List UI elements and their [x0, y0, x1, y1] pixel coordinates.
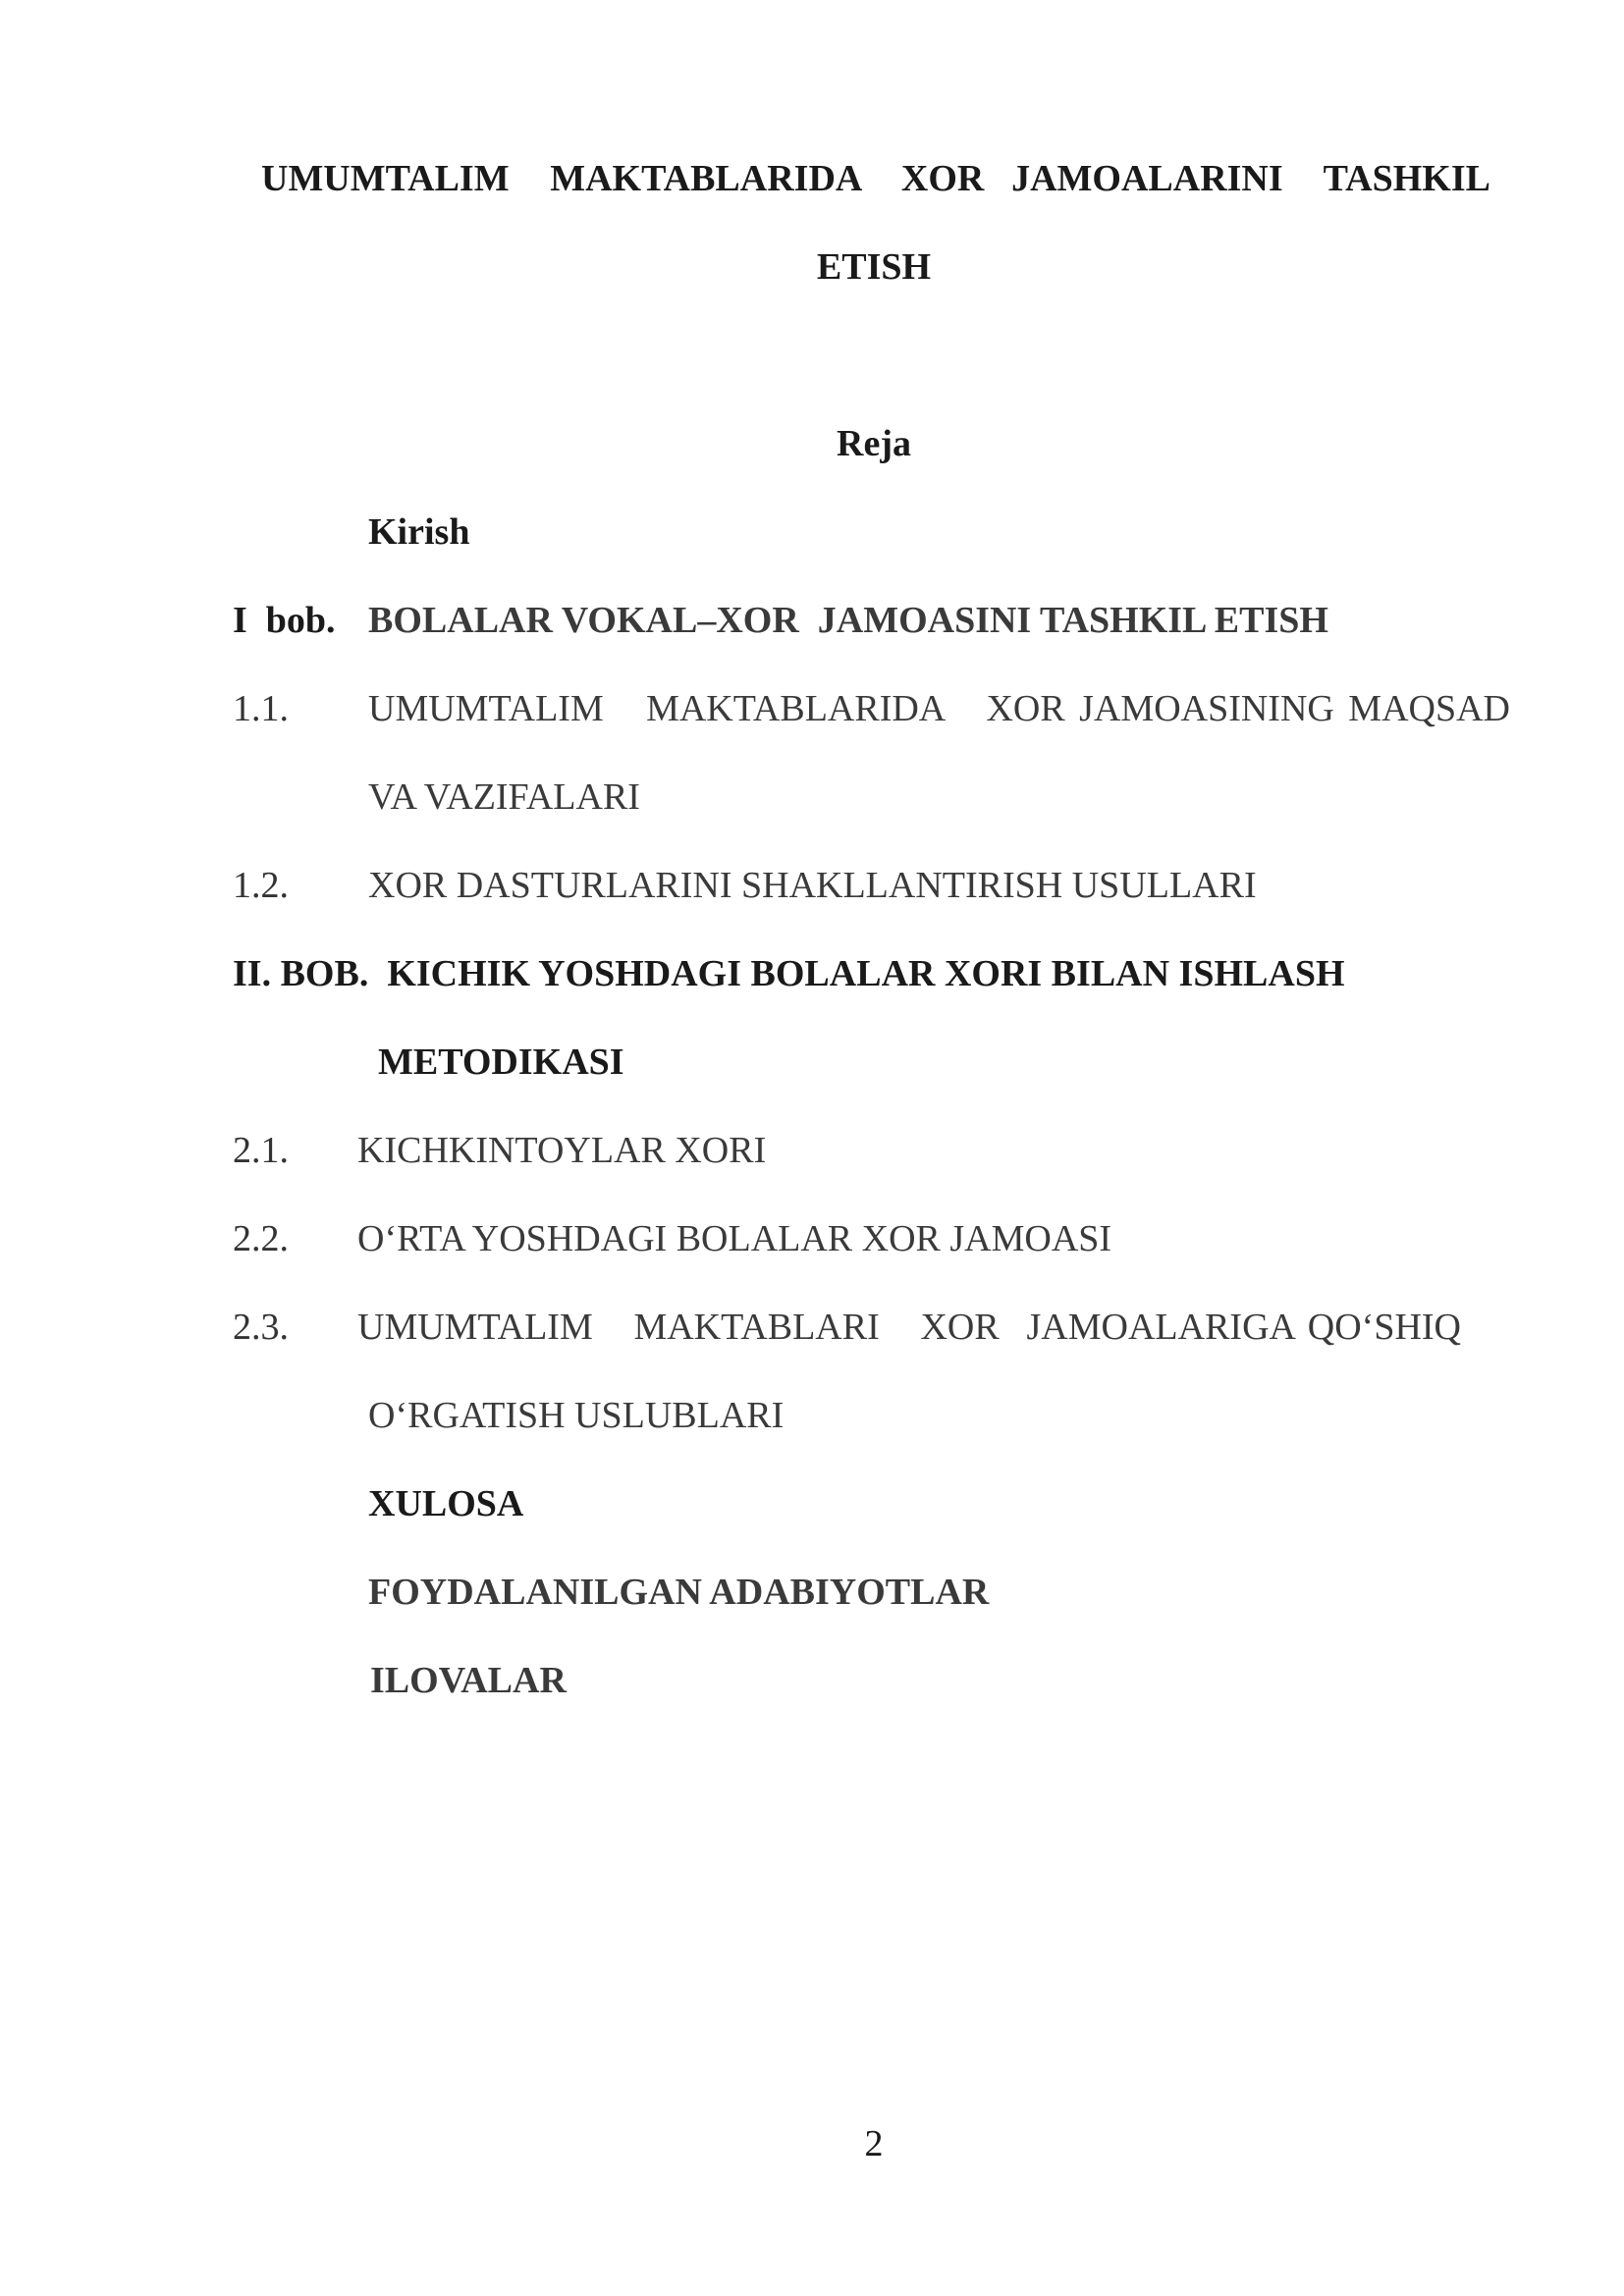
toc-section-1-1-title-line2: VA VAZIFALARI: [368, 776, 640, 818]
toc-section-2-3-title-line1: UMUMTALIM MAKTABLARI XOR JAMOALARIGA QO‘SHIQ: [357, 1307, 1461, 1348]
toc-chapter2-title-line1: II. BOB. KICHIK YOSHDAGI BOLALAR XORI BILAN ISHLASH: [233, 953, 1345, 994]
toc-references: FOYDALANILGAN ADABIYOTLAR: [368, 1572, 990, 1613]
document-title-line1: UMUMTALIM MAKTABLARIDA XOR JAMOALARINI TASHKIL: [261, 158, 1490, 199]
toc-section-2-3-title-line2: O‘RGATISH USLUBLARI: [368, 1395, 785, 1436]
toc-section-2-3-number: 2.3.: [233, 1307, 289, 1348]
toc-conclusion: XULOSA: [368, 1483, 524, 1524]
toc-section-1-2-title: XOR DASTURLARINI SHAKLLANTIRISH USULLARI: [368, 865, 1257, 906]
toc-section-1-2-number: 1.2.: [233, 865, 289, 906]
toc-section-1-1-number: 1.1.: [233, 688, 289, 729]
toc-chapter1-label: I bob.: [233, 600, 336, 641]
document-title-line2: ETISH: [816, 246, 932, 288]
toc-section-2-2-number: 2.2.: [233, 1218, 289, 1259]
toc-section-1-1-title-line1: UMUMTALIM MAKTABLARIDA XOR JAMOASINING MAQSAD: [368, 688, 1510, 729]
toc-section-2-1-number: 2.1.: [233, 1130, 289, 1171]
toc-chapter2-title-line2: METODIKASI: [378, 1041, 624, 1083]
toc-intro: Kirish: [368, 511, 470, 553]
page-number: 2: [864, 2123, 884, 2164]
toc-section-2-1-title: KICHKINTOYLAR XORI: [357, 1130, 767, 1171]
toc-chapter1-title: BOLALAR VOKAL–XOR JAMOASINI TASHKIL ETISH: [368, 600, 1328, 641]
toc-section-2-2-title: O‘RTA YOSHDAGI BOLALAR XOR JAMOASI: [357, 1218, 1112, 1259]
toc-appendices: ILOVALAR: [370, 1660, 567, 1701]
plan-heading: Reja: [837, 423, 911, 464]
